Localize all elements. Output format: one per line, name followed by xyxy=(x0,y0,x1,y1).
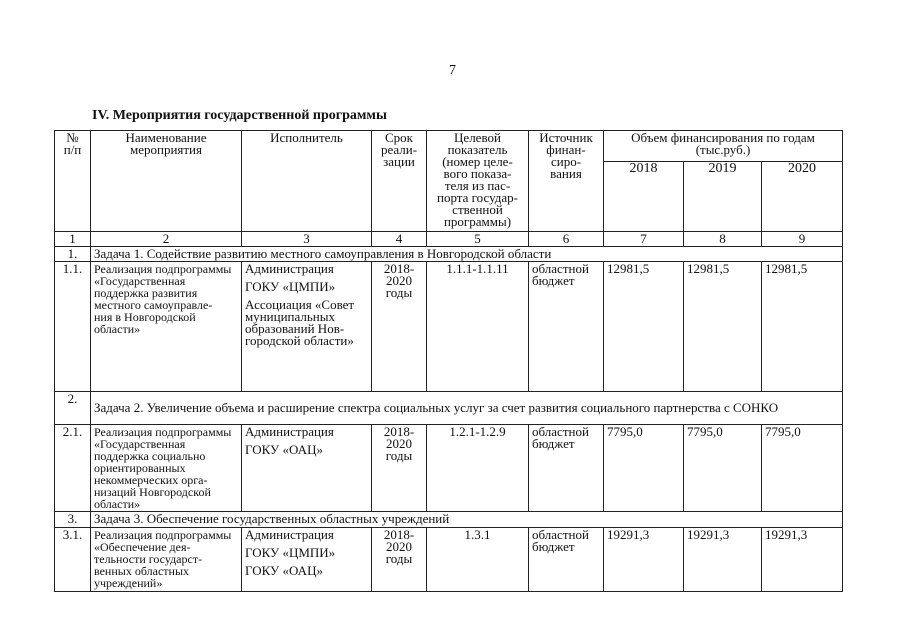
header-executor: Исполнитель xyxy=(242,131,372,232)
executor-line: ГОКУ «ЦМПИ» xyxy=(245,545,336,560)
column-number: 3 xyxy=(242,232,372,247)
measure-source: областной бюджет xyxy=(529,425,604,512)
column-number: 1 xyxy=(55,232,91,247)
task-text: Задача 2. Увеличение объема и расширение спектра социальных услуг за счет развития социального партнерства с СОНКО xyxy=(91,392,843,425)
measure-value-2020: 7795,0 xyxy=(762,425,843,512)
measure-number: 2.1. xyxy=(55,425,91,512)
measure-name: Реализация подпрограммы «Государственная поддержка социально ориентированных некоммерческих орга- низаций Новгородской области» xyxy=(91,425,242,512)
header-row-1 xyxy=(55,131,843,162)
task-number: 1. xyxy=(55,247,91,262)
column-number: 8 xyxy=(684,232,762,247)
header-year-2020: 2020 xyxy=(762,162,843,232)
measure-row xyxy=(55,528,843,592)
header-year-2019: 2019 xyxy=(684,162,762,232)
measure-value-2019: 19291,3 xyxy=(684,528,762,592)
header-year-2018: 2018 xyxy=(604,162,684,232)
section-title: IV. Мероприятия государственной программы xyxy=(92,108,387,123)
measure-term: 2018- 2020 годы xyxy=(372,528,427,592)
measure-target: 1.2.1-1.2.9 xyxy=(427,425,529,512)
task-number: 2. xyxy=(55,392,91,425)
executor-line: Администрация xyxy=(245,261,334,276)
header-target: Целевой показатель (номер целе- вого показа- теля из пас- порта государ- ственной программы) xyxy=(427,131,529,232)
measure-number: 1.1. xyxy=(55,262,91,392)
measure-target: 1.1.1-1.1.11 xyxy=(427,262,529,392)
measure-term: 2018- 2020 годы xyxy=(372,262,427,392)
executor-line: Администрация xyxy=(245,424,334,439)
column-number: 4 xyxy=(372,232,427,247)
task-text: Задача 3. Обеспечение государственных областных учреждений xyxy=(91,512,843,528)
measure-value-2018: 19291,3 xyxy=(604,528,684,592)
executor-line: ГОКУ «ЦМПИ» xyxy=(245,279,336,294)
header-funding: Объем финансирования по годам (тыс.руб.) xyxy=(604,131,843,162)
measure-source: областной бюджет xyxy=(529,262,604,392)
measure-value-2019: 12981,5 xyxy=(684,262,762,392)
task-row xyxy=(55,512,843,528)
measure-executor xyxy=(242,425,372,512)
header-num: № п/п xyxy=(55,131,91,232)
measure-name: Реализация подпрограммы «Государственная поддержка развития местного самоуправле- ния в Новгородской области» xyxy=(91,262,242,392)
task-text: Задача 1. Содействие развитию местного самоуправления в Новгородской области xyxy=(91,247,843,262)
header-name: Наименование мероприятия xyxy=(91,131,242,232)
task-row xyxy=(55,392,843,425)
column-number-row xyxy=(55,232,843,247)
executor-line: ГОКУ «ОАЦ» xyxy=(245,563,323,578)
measure-value-2019: 7795,0 xyxy=(684,425,762,512)
measure-row xyxy=(55,262,843,392)
column-number: 6 xyxy=(529,232,604,247)
column-number: 9 xyxy=(762,232,843,247)
measure-number: 3.1. xyxy=(55,528,91,592)
executor-line: Ассоциация «Совет муниципальных образований Нов- городской области» xyxy=(245,297,355,348)
page-number: 7 xyxy=(449,63,456,78)
header-source: Источник финан- сиро- вания xyxy=(529,131,604,232)
task-row xyxy=(55,247,843,262)
executor-line: Администрация xyxy=(245,527,334,542)
measure-value-2020: 12981,5 xyxy=(762,262,843,392)
measure-executor xyxy=(242,528,372,592)
measure-term: 2018- 2020 годы xyxy=(372,425,427,512)
task-number: 3. xyxy=(55,512,91,528)
executor-line: ГОКУ «ОАЦ» xyxy=(245,442,323,457)
column-number: 2 xyxy=(91,232,242,247)
measure-row xyxy=(55,425,843,512)
measure-source: областной бюджет xyxy=(529,528,604,592)
measure-value-2018: 7795,0 xyxy=(604,425,684,512)
measure-executor xyxy=(242,262,372,392)
measure-name: Реализация подпрограммы «Обеспечение дея- тельности государст- венных областных учреждений» xyxy=(91,528,242,592)
measure-value-2018: 12981,5 xyxy=(604,262,684,392)
measure-target: 1.3.1 xyxy=(427,528,529,592)
measure-value-2020: 19291,3 xyxy=(762,528,843,592)
column-number: 5 xyxy=(427,232,529,247)
program-measures-table xyxy=(54,130,843,592)
column-number: 7 xyxy=(604,232,684,247)
header-term: Срок реали- зации xyxy=(372,131,427,232)
